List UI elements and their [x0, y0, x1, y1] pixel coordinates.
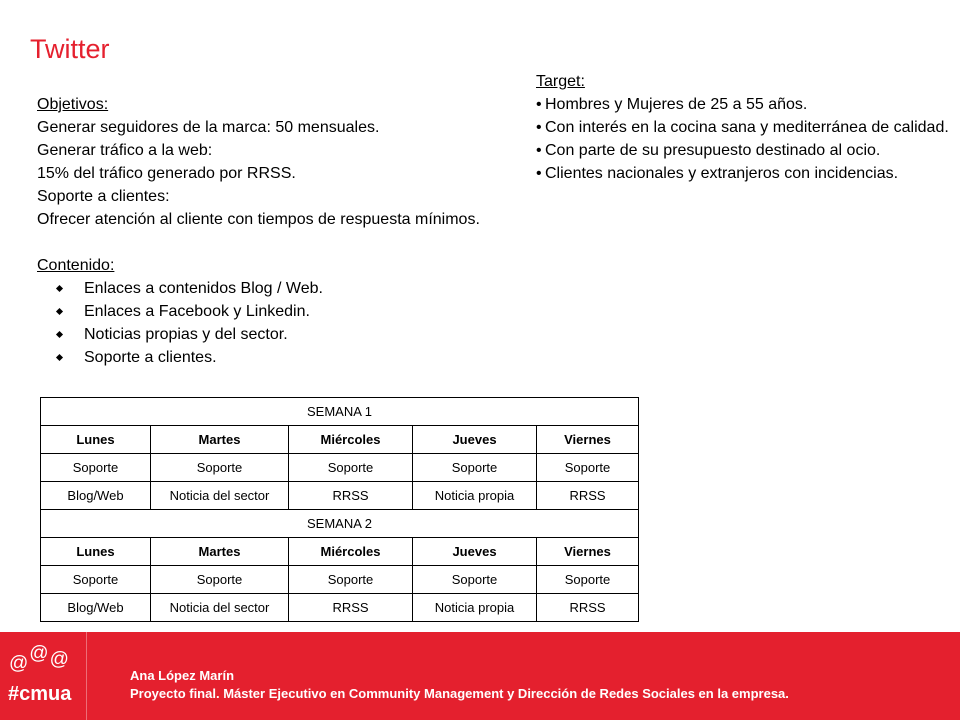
content-heading: Contenido:: [37, 257, 115, 274]
objectives-heading: Objetivos:: [37, 96, 109, 113]
objective-line: Generar tráfico a la web:: [37, 142, 213, 159]
table-cell: Soporte: [151, 454, 289, 482]
day-header: Jueves: [413, 426, 537, 454]
day-header: Martes: [151, 538, 289, 566]
table-cell: Noticia propia: [413, 594, 537, 622]
target-list: [536, 93, 956, 185]
table-cell: Soporte: [289, 454, 413, 482]
week-row: [41, 398, 639, 426]
table-row: [41, 594, 639, 622]
cmua-logo: [0, 632, 87, 720]
day-header: Martes: [151, 426, 289, 454]
table-cell: RRSS: [289, 482, 413, 510]
table-cell: Soporte: [151, 566, 289, 594]
table-row: [41, 566, 639, 594]
table-cell: RRSS: [537, 482, 639, 510]
table-cell: Noticia del sector: [151, 482, 289, 510]
table-cell: RRSS: [289, 594, 413, 622]
footer-author: Ana López Marín: [130, 668, 235, 683]
at-symbols-icon: @@@: [9, 643, 70, 674]
table-cell: Soporte: [413, 566, 537, 594]
day-header: Viernes: [537, 426, 639, 454]
objective-line: 15% del tráfico generado por RRSS.: [37, 165, 296, 182]
day-header: Viernes: [537, 538, 639, 566]
table-cell: Soporte: [537, 566, 639, 594]
content-list: [37, 277, 507, 369]
table-row: [41, 454, 639, 482]
objective-line: Ofrecer atención al cliente con tiempos de respuesta mínimos.: [37, 211, 480, 228]
content-item: Soporte a clientes.: [37, 346, 507, 369]
week-row: [41, 510, 639, 538]
footer-project: Proyecto final. Máster Ejecutivo en Community Management y Dirección de Redes Sociales en la empresa.: [130, 686, 789, 701]
day-header-row: [41, 538, 639, 566]
target-item: • Clientes nacionales y extranjeros con incidencias.: [536, 162, 956, 185]
target-item: • Con parte de su presupuesto destinado al ocio.: [536, 139, 956, 162]
table-row: [41, 482, 639, 510]
table-cell: Soporte: [289, 566, 413, 594]
target-section: [536, 70, 956, 185]
objectives-section: [37, 93, 507, 369]
table-cell: Noticia del sector: [151, 594, 289, 622]
week-label: SEMANA 1: [41, 398, 639, 426]
table-cell: Soporte: [41, 566, 151, 594]
table-cell: Blog/Web: [41, 482, 151, 510]
day-header-row: [41, 426, 639, 454]
table-cell: Noticia propia: [413, 482, 537, 510]
target-heading: Target:: [536, 73, 585, 90]
content-item: Enlaces a contenidos Blog / Web.: [37, 277, 507, 300]
table-cell: Soporte: [413, 454, 537, 482]
week-label: SEMANA 2: [41, 510, 639, 538]
objective-line: Soporte a clientes:: [37, 188, 170, 205]
logo-text: #cmua: [8, 683, 72, 705]
day-header: Miércoles: [289, 426, 413, 454]
objective-line: Generar seguidores de la marca: 50 mensuales.: [37, 119, 380, 136]
table-cell: Soporte: [41, 454, 151, 482]
target-item: • Hombres y Mujeres de 25 a 55 años.: [536, 93, 956, 116]
table-cell: Blog/Web: [41, 594, 151, 622]
content-item: Enlaces a Facebook y Linkedin.: [37, 300, 507, 323]
table-cell: RRSS: [537, 594, 639, 622]
footer-bar: [0, 632, 960, 720]
spacer: [37, 231, 507, 254]
day-header: Jueves: [413, 538, 537, 566]
target-item: • Con interés en la cocina sana y mediterránea de calidad.: [536, 116, 956, 139]
day-header: Lunes: [41, 538, 151, 566]
table-cell: Soporte: [537, 454, 639, 482]
day-header: Lunes: [41, 426, 151, 454]
content-item: Noticias propias y del sector.: [37, 323, 507, 346]
day-header: Miércoles: [289, 538, 413, 566]
slide-title: Twitter: [30, 34, 110, 64]
schedule-table: [40, 397, 639, 622]
